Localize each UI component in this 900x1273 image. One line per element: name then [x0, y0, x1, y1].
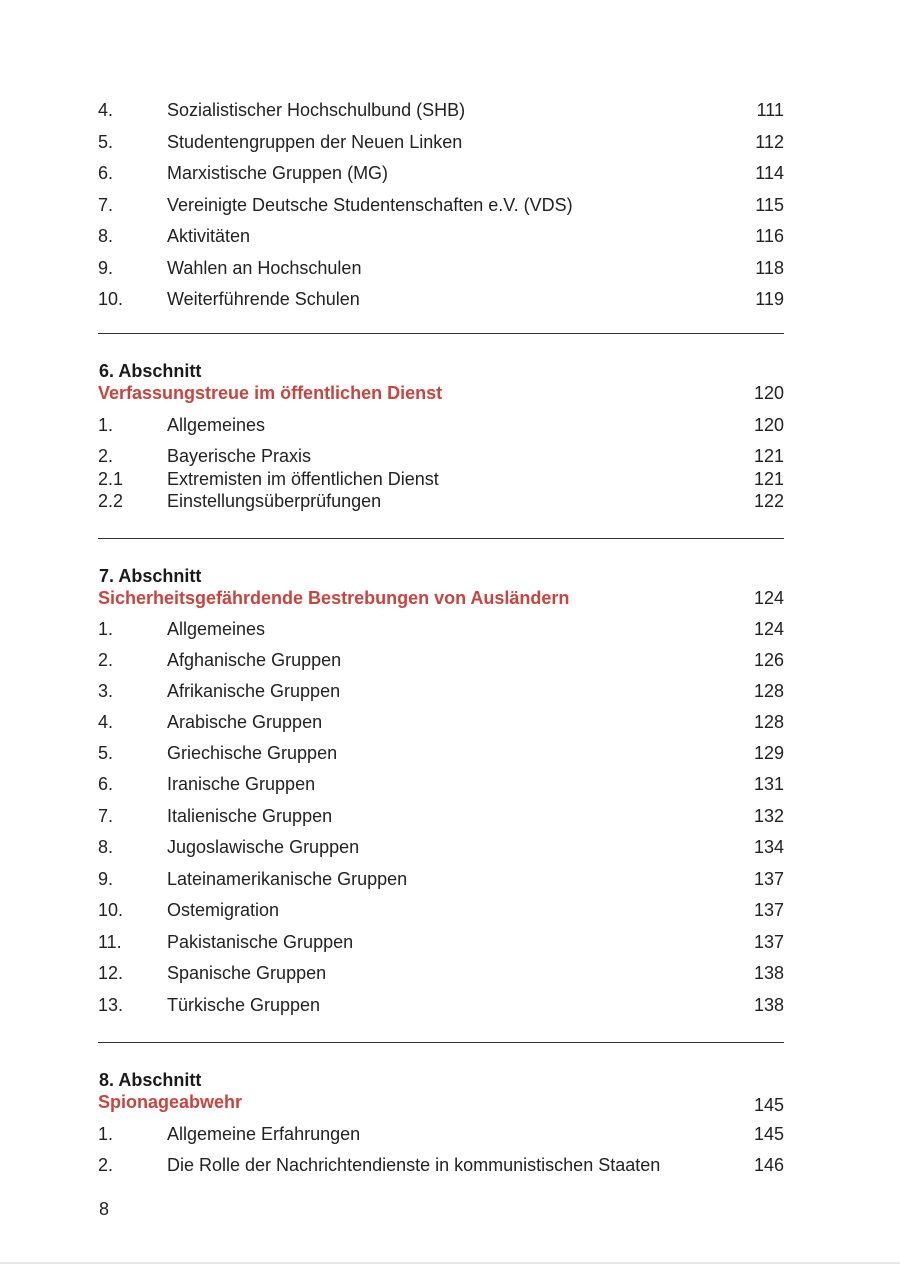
entry-page: 137 [753, 869, 784, 889]
toc-entry [98, 193, 784, 217]
entry-title: Aktivitäten [167, 226, 251, 246]
entry-page: 146 [753, 1155, 784, 1175]
entry-title: Arabische Gruppen [167, 712, 323, 732]
toc-entry [98, 467, 784, 491]
entry-page: 124 [753, 619, 784, 639]
toc-entry [98, 617, 784, 641]
entry-page: 121 [753, 469, 784, 489]
toc-entry [98, 772, 784, 796]
entry-number: 10. [98, 900, 124, 920]
toc-entry [98, 444, 784, 468]
entry-number: 2.1 [98, 469, 124, 489]
entry-title: Studentengruppen der Neuen Linken [167, 132, 463, 152]
entry-number: 1. [98, 619, 114, 639]
entry-page: 119 [755, 289, 784, 309]
entry-title: Spanische Gruppen [167, 963, 327, 983]
entry-title: Extremisten im öffentlichen Dienst [167, 469, 439, 489]
entry-page: 138 [753, 995, 784, 1015]
entry-page: 131 [753, 774, 784, 794]
section-page: 120 [753, 383, 784, 403]
entry-number: 9. [98, 258, 114, 278]
toc-entry [98, 710, 784, 734]
entry-number: 4. [98, 100, 114, 120]
entry-number: 4. [98, 712, 114, 732]
toc-entry [98, 930, 784, 954]
entry-page: 138 [753, 963, 784, 983]
section-title: Verfassungstreue im öffentlichen Dienst [98, 383, 443, 403]
entry-title: Griechische Gruppen [167, 743, 338, 763]
entry-title: Afghanische Gruppen [167, 650, 342, 670]
entry-title: Lateinamerikanische Gruppen [167, 869, 408, 889]
entry-number: 2. [98, 1155, 114, 1175]
entry-page: 118 [755, 258, 784, 278]
toc-entry [98, 98, 784, 122]
toc-entry [98, 1122, 784, 1146]
entry-page: 126 [753, 650, 784, 670]
entry-title: Türkische Gruppen [167, 995, 321, 1015]
entry-title: Ostemigration [167, 900, 280, 920]
entry-number: 6. [98, 774, 114, 794]
entry-title: Allgemeines [167, 415, 266, 435]
entry-number: 9. [98, 869, 114, 889]
entry-number: 6. [98, 163, 114, 183]
entry-page: 128 [753, 712, 784, 732]
entry-page: 122 [753, 491, 784, 511]
entry-title: Sozialistischer Hochschulbund (SHB) [167, 100, 466, 120]
entry-title: Jugoslawische Gruppen [167, 837, 360, 857]
entry-number: 8. [98, 226, 114, 246]
entry-number: 5. [98, 743, 114, 763]
section-label: 7. Abschnitt [99, 566, 202, 586]
section-page: 124 [753, 588, 784, 608]
section-page: 145 [753, 1095, 784, 1115]
section-divider [98, 538, 784, 539]
section-title: Sicherheitsgefährdende Bestrebungen von Ausländern [98, 588, 570, 608]
entry-number: 13. [98, 995, 124, 1015]
entry-page: 132 [753, 806, 784, 826]
entry-title: Wahlen an Hochschulen [167, 258, 362, 278]
entry-number: 2. [98, 446, 114, 466]
entry-page: 145 [753, 1124, 784, 1144]
entry-number: 2. [98, 650, 114, 670]
toc-entry [98, 1153, 784, 1177]
entry-number: 7. [98, 195, 114, 215]
entry-number: 1. [98, 415, 114, 435]
entry-number: 8. [98, 837, 114, 857]
toc-entry [98, 993, 784, 1017]
toc-entry [98, 741, 784, 765]
entry-title: Pakistanische Gruppen [167, 932, 354, 952]
section-label: 8. Abschnitt [99, 1070, 202, 1090]
toc-entry [98, 413, 784, 437]
toc-entry [98, 256, 784, 280]
entry-title: Afrikanische Gruppen [167, 681, 341, 701]
entry-title: Allgemeine Erfahrungen [167, 1124, 361, 1144]
toc-entry [98, 961, 784, 985]
entry-number: 5. [98, 132, 114, 152]
entry-page: 116 [755, 226, 784, 246]
entry-page: 137 [753, 932, 784, 952]
toc-entry [98, 130, 784, 154]
entry-title: Die Rolle der Nachrichtendienste in kommunistischen Staaten [167, 1155, 661, 1175]
entry-page: 111 [756, 100, 784, 120]
entry-title: Bayerische Praxis [167, 446, 312, 466]
section-title: Spionageabwehr [98, 1092, 243, 1112]
entry-number: 10. [98, 289, 124, 309]
toc-entry [98, 648, 784, 672]
toc-entry [98, 898, 784, 922]
toc-entry [98, 224, 784, 248]
section-heading [98, 586, 784, 610]
entry-number: 7. [98, 806, 114, 826]
section-divider [98, 1042, 784, 1043]
toc-entry [98, 161, 784, 185]
entry-title: Italienische Gruppen [167, 806, 333, 826]
entry-number: 12. [98, 963, 124, 983]
toc-entry [98, 867, 784, 891]
entry-title: Allgemeines [167, 619, 266, 639]
section-heading [98, 381, 784, 405]
entry-number: 1. [98, 1124, 114, 1144]
entry-number: 3. [98, 681, 114, 701]
entry-title: Marxistische Gruppen (MG) [167, 163, 389, 183]
entry-number: 11. [98, 932, 122, 952]
entry-title: Weiterführende Schulen [167, 289, 360, 309]
entry-page: 137 [753, 900, 784, 920]
page-number: 8 [99, 1199, 110, 1219]
entry-page: 121 [753, 446, 784, 466]
entry-page: 134 [753, 837, 784, 857]
section-label: 6. Abschnitt [99, 361, 202, 381]
entry-page: 128 [753, 681, 784, 701]
toc-entry [98, 835, 784, 859]
toc-entry [98, 287, 784, 311]
toc-entry [98, 489, 784, 513]
entry-page: 115 [755, 195, 784, 215]
scan-edge [0, 1262, 900, 1264]
entry-page: 129 [753, 743, 784, 763]
entry-number: 2.2 [98, 491, 124, 511]
entry-page: 120 [753, 415, 784, 435]
toc-entry [98, 804, 784, 828]
entry-page: 114 [755, 163, 784, 183]
entry-page: 112 [755, 132, 784, 152]
entry-title: Iranische Gruppen [167, 774, 316, 794]
toc-entry [98, 679, 784, 703]
entry-title: Vereinigte Deutsche Studentenschaften e.V. (VDS) [167, 195, 573, 215]
entry-title: Einstellungsüberprüfungen [167, 491, 382, 511]
section-heading [98, 1090, 784, 1114]
section-divider [98, 333, 784, 334]
